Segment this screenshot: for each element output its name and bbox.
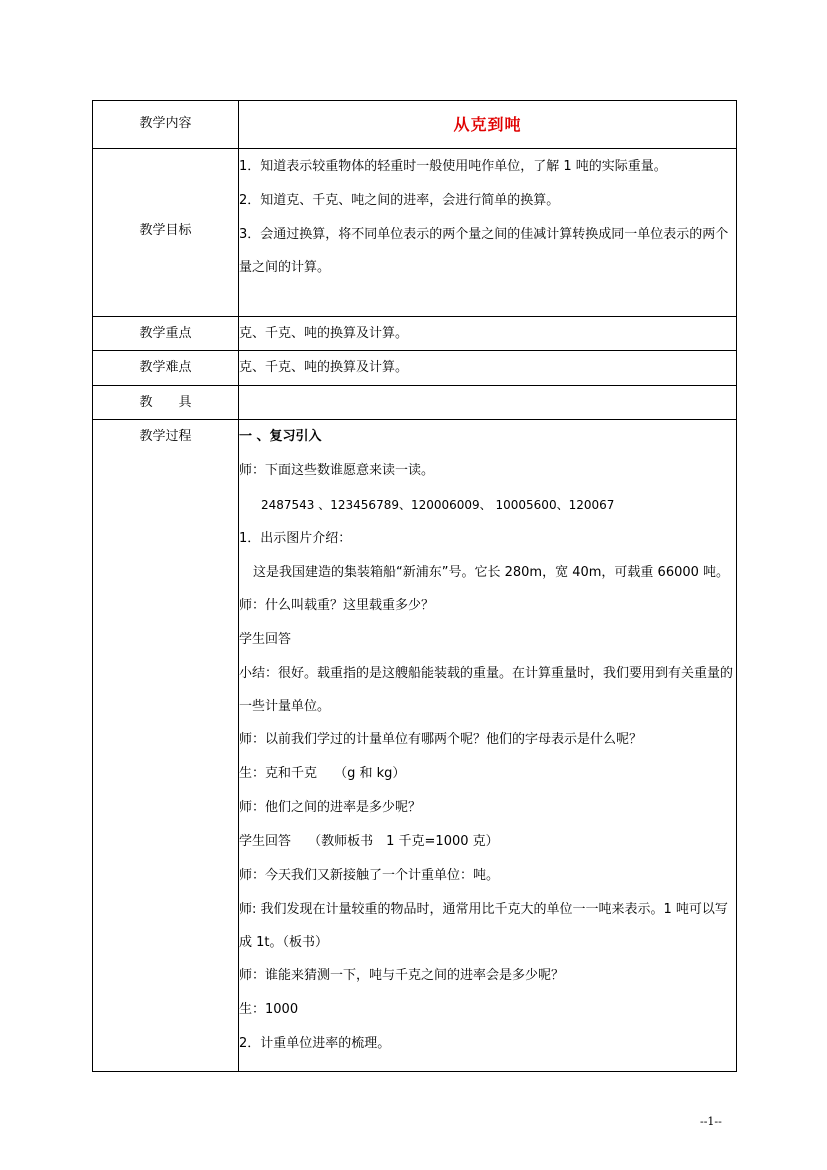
difficulties-text: 克、千克、吨的换算及计算。	[239, 360, 409, 375]
title-cell	[239, 101, 737, 149]
objective-3: 3．会通过换算，将不同单位表示的两个量之间的佳减计算转换成同一单位表示的两个量之间的计算。	[239, 227, 729, 275]
objective-2: 2．知道克、千克、吨之间的进率，会进行简单的换算。	[239, 193, 560, 208]
label-cell-objectives	[93, 149, 239, 317]
objective-1: 1．知道表示较重物体的轻重时一般使用吨作单位，了解 1 吨的实际重量。	[239, 159, 667, 174]
page-number: --1--	[700, 1115, 722, 1128]
label-cell-content	[93, 101, 239, 149]
label-difficulties: 教学难点	[139, 360, 192, 375]
label-cell-process	[93, 420, 239, 1072]
process-number-list: 2487543 、123456789、120006009、 10005600、120067	[261, 498, 615, 512]
key-points-cell	[239, 317, 737, 351]
label-cell-key-points	[93, 317, 239, 351]
process-line: 生：1000	[239, 1002, 299, 1017]
process-line: 师：今天我们又新接触了一个计重单位：吨。	[239, 868, 500, 883]
process-paragraph-ton: 师: 我们发现在计量较重的物品时，通常用比千克大的单位一一吨来表示。1 吨可以写成 1t。（板书）	[239, 902, 728, 950]
row-content	[93, 101, 737, 149]
process-line: 2．计重单位进率的梳理。	[239, 1036, 391, 1051]
row-objectives	[93, 149, 737, 317]
row-tools	[93, 386, 737, 420]
row-process	[93, 420, 737, 1072]
label-cell-difficulties	[93, 351, 239, 386]
lesson-plan-table	[92, 100, 737, 1072]
process-line: 师：以前我们学过的计量单位有哪两个呢？他们的字母表示是什么呢？	[239, 732, 643, 747]
key-points-text: 克、千克、吨的换算及计算。	[239, 326, 409, 341]
label-content: 教学内容	[139, 116, 192, 131]
process-section-heading: 一 、复习引入	[239, 429, 322, 444]
label-cell-tools	[93, 386, 239, 420]
objectives-cell	[239, 149, 737, 317]
process-line: 师：什么叫载重？这里载重多少？	[239, 598, 435, 613]
process-line: 学生回答 （教师板书 1 千克=1000 克）	[239, 834, 499, 849]
process-line: 学生回答	[239, 632, 292, 647]
tools-cell	[239, 386, 737, 420]
label-key-points: 教学重点	[139, 326, 192, 341]
label-tools: 教 具	[139, 395, 192, 410]
process-paragraph-ship: 这是我国建造的集装箱船“新浦东”号。它长 280m，宽 40m，可载重 66000 吨。	[253, 565, 730, 580]
row-difficulties	[93, 351, 737, 386]
process-line: 师：他们之间的进率是多少呢？	[239, 800, 422, 815]
process-cell	[239, 420, 737, 1072]
lesson-title: 从克到吨	[453, 115, 522, 134]
process-summary: 小结：很好。载重指的是这艘船能装载的重量。在计算重量时，我们要用到有关重量的一些计量单位。	[239, 666, 734, 714]
row-key-points	[93, 317, 737, 351]
label-objectives: 教学目标	[139, 223, 192, 238]
process-line: 1．出示图片介绍：	[239, 531, 352, 546]
difficulties-cell	[239, 351, 737, 386]
process-line: 师：下面这些数谁愿意来读一读。	[239, 463, 435, 478]
label-process: 教学过程	[139, 429, 192, 444]
process-line: 生：克和千克 （g 和 kg）	[239, 766, 406, 781]
process-line: 师：谁能来猜测一下，吨与千克之间的进率会是多少呢？	[239, 968, 565, 983]
